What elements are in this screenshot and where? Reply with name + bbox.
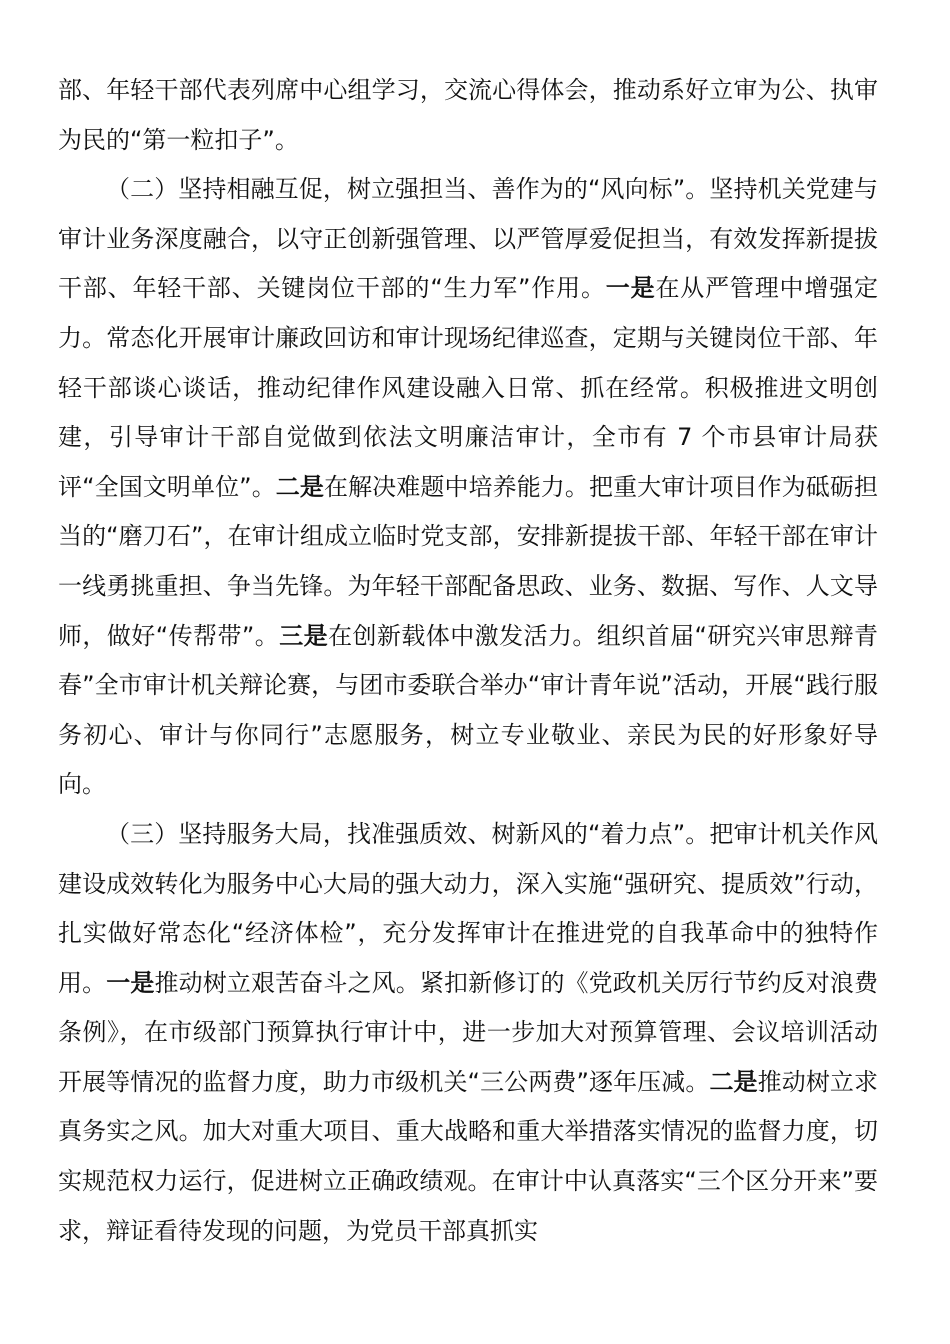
section-2-marker-1: 一是 <box>605 274 656 303</box>
section-2-marker-3: 三是 <box>279 621 329 650</box>
document-page <box>58 66 878 1256</box>
section-3-point-2: 推动树立求真务实之风。加大对重大项目、重大战略和重大举措落实情况的监督力度，切实规范权力运行，促进树立正确政绩观。在审计中认真落实“三个区分开来”要求，辩证看待发现的问题，为党员干部真抓实 <box>58 1067 879 1245</box>
section-2-point-1: 在从严管理中增强定力。常态化开展审计廉政回访和审计现场纪律巡查，定期与关键岗位干部、年轻干部谈心谈话，推动纪律作风建设融入日常、抓在经常。积极推进文明创建，引导审计干部自觉做到依法文明廉洁审计，全市有 7 个市县审计局获评“全国文明单位”。 <box>58 274 879 501</box>
section-2-point-3: 在创新载体中激发活力。组织首届“研究兴审思辩青春”全市审计机关辩论赛，与团市委联合举办“审计青年说”活动，开展“践行服务初心、审计与你同行”志愿服务，树立专业敬业、亲民为民的好形象好导向。 <box>58 621 878 799</box>
section-2-heading: （二）坚持相融互促，树立强担当、善作为的“风向标”。 <box>106 175 710 204</box>
section-3-marker-1: 一是 <box>106 968 155 997</box>
section-3-point-1: 推动树立艰苦奋斗之风。紧扣新修订的《党政机关厉行节约反对浪费条例》，在市级部门预算执行审计中，进一步加大对预算管理、会议培训活动开展等情况的监督力度，助力市级机关“三公两费”逐年压减。 <box>58 968 879 1096</box>
section-2-intro: 坚持机关党建与审计业务深度融合，以守正创新强管理、以严管厚爱促担当，有效发挥新提拔干部、年轻干部、关键岗位干部的“生力军”作用。 <box>58 175 878 303</box>
paragraph-continuation <box>58 66 878 165</box>
section-2-point-2: 在解决难题中培养能力。把重大审计项目作为砥砺担当的“磨刀石”，在审计组成立临时党支部，安排新提拔干部、年轻干部在审计一线勇挑重担、争当先锋。为年轻干部配备思政、业务、数据、写作、人文导师，做好“传帮带”。 <box>58 472 879 650</box>
section-3-paragraph <box>58 810 878 1256</box>
section-2-marker-2: 二是 <box>275 472 324 501</box>
section-2-paragraph <box>58 165 878 810</box>
section-3-marker-2: 二是 <box>709 1067 758 1096</box>
section-3-intro: 把审计机关作风建设成效转化为服务中心大局的强大动力，深入实施“强研究、提质效”行动，扎实做好常态化“经济体检”，充分发挥审计在推进党的自我革命中的独特作用。 <box>58 819 878 997</box>
section-3-heading: （三）坚持服务大局，找准强质效、树新风的“着力点”。 <box>106 819 710 848</box>
paragraph-text: 部、年轻干部代表列席中心组学习，交流心得体会，推动系好立审为公、执审为民的“第一粒扣子”。 <box>58 76 878 154</box>
